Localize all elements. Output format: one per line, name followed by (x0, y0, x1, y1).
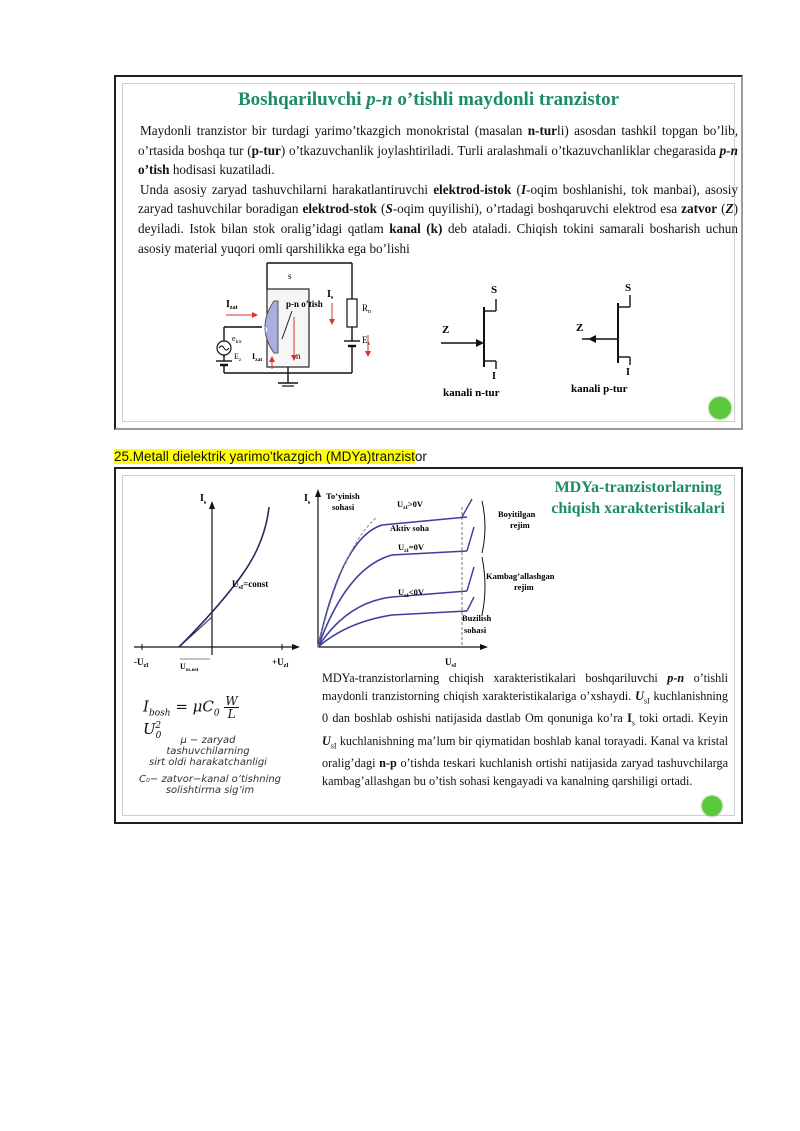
n-channel-symbol (436, 281, 546, 401)
text-run: o’tishli maydonli tranzistorning chiqish xarakteristikalariga o’xshaydi. (322, 671, 728, 703)
heading-highlight: 25.Metall dielektrik yarimo'tkazgich (MDYa)tranzist (114, 449, 415, 464)
title-line-2: chiqish xarakteristikalari (551, 500, 725, 517)
bracket-kambag (482, 557, 485, 615)
text-run: I (520, 181, 527, 197)
pch-z-label: Z (576, 322, 584, 334)
toyinish-label: To’yinish (326, 491, 360, 501)
fraction-numerator: W (225, 694, 238, 708)
text-run: I (627, 711, 632, 726)
nch-s-label: S (491, 284, 498, 296)
title-part: Boshqariluvchi (237, 89, 367, 110)
text-run: toki ortadi. Keyin (634, 711, 728, 726)
slide2-body (322, 670, 728, 791)
u-eq-label: $U_{zI}=0V$ (398, 542, 424, 554)
text-run: p-n (719, 142, 738, 158)
text-run: -oqim boshlanishi, tok manbai), asosiy zaryad tashuvchilar boradigan (138, 181, 738, 217)
load-resistor (347, 299, 357, 327)
curve-ugt0 (318, 517, 467, 647)
n-label: n (296, 351, 301, 361)
text-run: ( (717, 201, 726, 217)
formula-c-sub: 0 (213, 708, 220, 719)
mu-note-line-1: μ − zaryad tashuvchilarning (166, 735, 250, 757)
buzilish-label-2: sohasi (464, 625, 487, 635)
text-run: S (385, 201, 393, 217)
text-run: p-n (667, 671, 685, 685)
curve-ueq0 (318, 551, 467, 647)
slide-marker-dot (702, 796, 722, 816)
text-run: s (631, 718, 635, 728)
text-run: elektrod-istok (433, 181, 512, 197)
c0-note (130, 774, 290, 796)
text-run: Unda asosiy zaryad tashuvchilarni harakatlantiruvchi (140, 181, 434, 197)
text-run: U (635, 688, 644, 703)
transfer-characteristic-graph (124, 487, 304, 677)
curve-label: $U_{sI}=const$ (232, 579, 269, 591)
ez-label: $E_z$ (234, 352, 242, 363)
text-run: n-p (379, 755, 397, 770)
title-part-pn: p-n (366, 89, 393, 110)
pch-s-label: S (625, 282, 632, 294)
boyitilgan-label: Boyitilgan (498, 509, 536, 519)
formula-lhs: I (143, 697, 149, 716)
text-run: o’tishda teskari kuchlanish ortishi natijasida zaryad tashuvchilarga kambag’allashgan bu o’tish sohasi kengayadi va kanalning qarshiligi ortadi. (322, 755, 728, 788)
text-run: kuchlanishning 0 dan boshlab oshishi natijasida dastlab Om qonuniga ko’ra (322, 688, 728, 726)
formula-eq: = μC (170, 697, 214, 716)
kambag-label-2: rejim (514, 582, 534, 592)
pn-junction-label: p-n o’tish (286, 299, 323, 309)
section-heading (114, 449, 427, 464)
text-run: elektrod-stok (302, 201, 377, 217)
curve-low (318, 611, 467, 647)
slide1-paragraph-2 (138, 180, 738, 258)
text-run: li) asosdan tashkil topgan bo’lib, o’rtasida boshqa tur ( (138, 123, 738, 158)
slide1-title (116, 89, 741, 111)
pch-caption: kanali p-tur (571, 383, 628, 395)
pch-i-label: I (626, 367, 630, 378)
heading-rest: or (414, 449, 427, 464)
text-run: kuchlanishning ma’lum bir qiymatidan boshlab kanal torayadi. Kanal va kristal oralig’dagi (322, 733, 728, 770)
p-channel-symbol (570, 277, 680, 397)
mu-note-line-2: sirt oldi harakatchanligi (149, 757, 267, 768)
slide-mosfet (114, 467, 743, 824)
text-run: ) o’tkazuvchanlik joylashtiriladi. Turli aralashmali o’tkazuvchanliklar chegarasida (280, 142, 720, 158)
output-characteristics-graph (302, 487, 602, 677)
y-axis-label: $I_s$ (200, 493, 207, 506)
kambag-label: Kambag’allashgan (486, 571, 555, 581)
es-label: $E_s$ (362, 335, 370, 347)
x-left-label: $-U_{zI}$ (134, 657, 149, 669)
text-run: o’tish (138, 162, 170, 178)
y-axis-label: $I_s$ (304, 493, 311, 506)
text-run: ) deyiladi. Istok bilan stok oralig’idagi qatlam (138, 201, 738, 236)
x-axis-label: $U_{sI}$ (445, 657, 457, 669)
text-run: sI (330, 741, 337, 751)
slide-marker-dot (709, 397, 731, 419)
formula-lhs-sub: bosh (148, 708, 171, 719)
c0-note-line-2: solishtirma sig’im (165, 785, 255, 796)
text-run: hodisasi kuzatiladi. (169, 162, 275, 178)
x-right-label: $+U_{zI}$ (272, 657, 289, 669)
u-lt-label: $U_{zI}<0V$ (398, 587, 424, 599)
toyinish-label-2: sohasi (332, 502, 355, 512)
text-run: ( (376, 201, 386, 217)
text-run: deb ataladi. Chiqish tokini samarali bosharish uchun asosiy material yuqori omli qarshilikka ega bo’lishi (138, 220, 738, 256)
formula-fraction (224, 695, 238, 720)
u-gt-label: $U_{zI}>0V$ (397, 499, 423, 511)
text-run: Z (725, 201, 734, 217)
top-label: s (288, 271, 292, 281)
r-label: $R_n$ (362, 303, 372, 315)
formula-u-sub: 0 (155, 731, 162, 741)
fraction-denominator: L (227, 707, 236, 721)
transfer-curve (179, 507, 269, 647)
text-run: MDYa-tranzistorlarning chiqish xarakteristikalari boshqariluvchi (322, 671, 668, 685)
p-label: P (262, 326, 268, 336)
c0-note-line-1: C₀− zatvor−kanal o’tishning (138, 774, 282, 785)
jfet-circuit-diagram (202, 259, 472, 414)
aktiv-label: Aktiv soha (390, 523, 429, 533)
izat-label-2: $I_{zat}$ (252, 352, 263, 363)
ekir-label: $e_{kir}$ (232, 334, 242, 345)
nch-caption: kanali n-tur (443, 387, 500, 399)
text-run: kanal (k) (389, 220, 443, 236)
slide-jfet (114, 75, 743, 430)
text-run: U (322, 733, 331, 748)
slide1-body (138, 121, 738, 258)
title-line-1: MDYa-tranzistorlarning (554, 479, 722, 496)
text-run: Maydonli tranzistor bir turdagi yarimo’tkazgich monokristal (masalan (140, 123, 528, 138)
nch-z-label: Z (442, 324, 450, 336)
text-run: n-tur (527, 123, 558, 138)
text-run: p-tur (251, 142, 281, 158)
formula-u: U (143, 720, 156, 738)
is-label: $I_s$ (327, 289, 334, 301)
x-mid-label: $U_{zs.ost}$ (180, 662, 199, 673)
boyitilgan-label-2: rejim (510, 520, 530, 530)
text-run: sI (643, 696, 650, 706)
nch-i-label: I (492, 371, 496, 382)
text-run: zatvor (681, 201, 718, 217)
text-run: -oqim quyilishi), o’rtadagi boshqaruvchi elektrod esa (392, 201, 682, 217)
izat-label: $I_{zat}$ (226, 299, 238, 311)
mu-note (138, 735, 278, 768)
formula-u-sup: 2 (155, 721, 162, 731)
bracket-boyitilgan (482, 501, 485, 553)
slide1-paragraph-1 (138, 121, 738, 180)
buzilish-label: Buzilish (462, 613, 492, 623)
title-part: o’tishli maydonli tranzistor (392, 89, 620, 110)
text-run: ( (511, 181, 521, 197)
